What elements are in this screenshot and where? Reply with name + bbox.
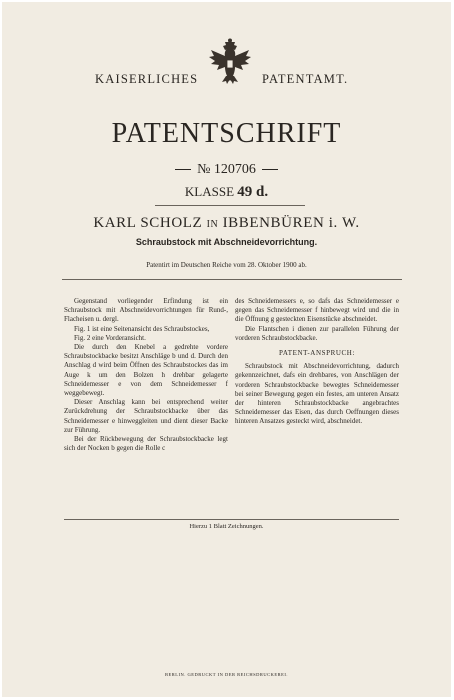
imperial-eagle-emblem-icon xyxy=(207,38,253,86)
inventor-name: KARL SCHOLZ xyxy=(93,215,203,231)
patent-number: № 120706 xyxy=(197,162,256,177)
klasse-label: KLASSE xyxy=(184,184,235,199)
body-column-left xyxy=(64,297,228,453)
printer-imprint: BERLIN. GEDRUCKT IN DER REICHSDRUCKEREI. xyxy=(165,672,288,677)
paragraph: Bei der Rückbewegung der Schraubstockbacke legt sich der Nocken b gegen die Rolle c xyxy=(64,435,228,453)
inventor-connector: IN xyxy=(206,219,219,230)
paragraph: Fig. 1 ist eine Seitenansicht des Schraubstockes, xyxy=(74,324,210,333)
number-dash-right xyxy=(262,169,278,170)
divider-long xyxy=(62,279,402,280)
number-dash-left xyxy=(175,169,191,170)
inventor-line xyxy=(2,215,451,232)
patent-date: Patentirt im Deutschen Reiche vom 28. Oktober 1900 ab. xyxy=(146,261,307,269)
office-name-right: PATENTAMT. xyxy=(262,72,349,86)
drawing-sheets-note: Hierzu 1 Blatt Zeichnungen. xyxy=(189,523,264,530)
body-column-right xyxy=(235,297,399,427)
patent-subject: Schraubstock mit Abschneidevorrichtung. xyxy=(135,237,318,247)
claim-heading: PATENT-ANSPRUCH: xyxy=(279,349,355,358)
divider-short xyxy=(155,205,305,206)
paragraph: Fig. 2 eine Vorderansicht. xyxy=(74,333,146,342)
paragraph: Gegenstand vorliegender Erfindung ist ein Schraubstock mit Abschneidevorrichtungen für Rund-, Flacheisen u. dergl. xyxy=(64,297,228,324)
paragraph: des Schneidemessers e, so dafs das Schneidemesser e gegen das Schneidemesser f hinbewegt wird und die in die Öffnung g gesteckten Eisenstücke abschneidet. xyxy=(235,297,399,324)
claim-text: Schraubstock mit Abschneidevorrichtung, dadurch gekennzeichnet, dafs ein drehbares, von Anschlägen der vorderen Schraubstockbacke bewegtes Schneidemesser bei seiner Bewegung gegen ein festes, am unteren Ansatz der hinteren Schraubstockbacke angebrachtes Schneidemesser das Eisen, das durch Oeffnungen dieses hinteren Ansatzes gesteckt wird, abschneidet. xyxy=(235,362,399,426)
inventor-place: IBBENBÜREN i. W. xyxy=(222,215,360,231)
paragraph: Die durch den Knebel a gedrehte vordere Schraubstockbacke besitzt Anschläge b und d. Durch den Anschlag d wird beim Öffnen des Schraubstockes das im Auge k um den Bolzen h drehbar gelagerte Schneidemesser e von dem Schneidemesser f weggebewegt. xyxy=(64,343,228,398)
paragraph: Die Flantschen i dienen zur parallelen Führung der vorderen Schraubstockbacke. xyxy=(235,324,399,342)
patent-page xyxy=(2,2,451,697)
document-title: PATENTSCHRIFT xyxy=(111,118,342,149)
divider-bottom xyxy=(64,519,399,520)
paragraph: Dieser Anschlag kann bei entsprechend weiter Zurückdrehung der Schraubstockbacke über das Schneidemesser e hinweggleiten und dient dieser Backe zur Führung. xyxy=(64,398,228,434)
klasse-value: 49 d. xyxy=(237,184,269,200)
klasse-line xyxy=(2,184,451,201)
patent-number-line xyxy=(2,162,451,178)
office-name-left: KAISERLICHES xyxy=(95,72,199,86)
